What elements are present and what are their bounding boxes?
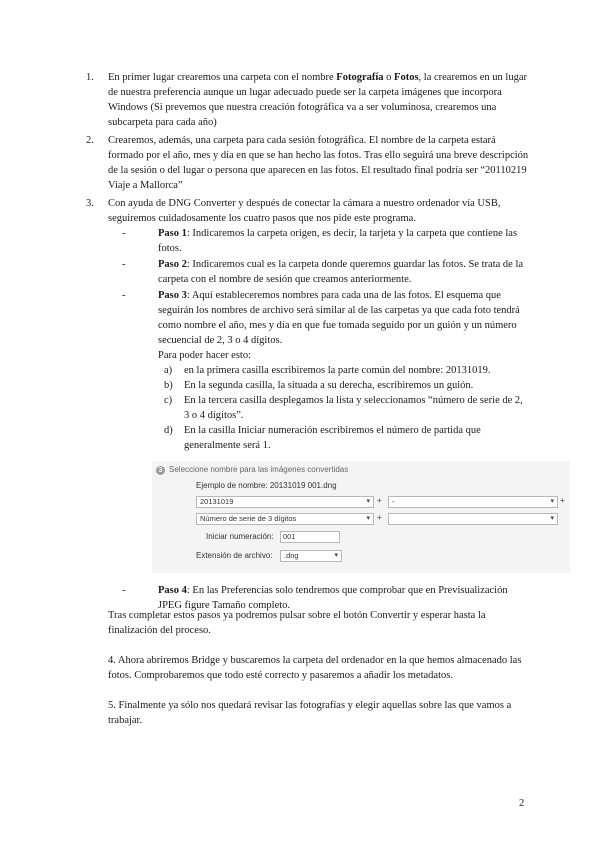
example-name: Ejemplo de nombre: 20131019 001.dng: [196, 481, 337, 490]
step-number-badge: 3: [156, 466, 165, 475]
start-numbering-input[interactable]: 001: [280, 531, 340, 543]
chevron-down-icon: ▾: [366, 515, 370, 522]
substep-b-text: En la segunda casilla, la situada a su derecha, escribiremos un guión.: [184, 380, 474, 391]
name-field-2[interactable]: [388, 496, 558, 508]
panel-header-text: Seleccione nombre para las imágenes convertidas: [169, 465, 349, 474]
substep-letter: b): [164, 380, 173, 391]
name-field-1-value: 20131019: [200, 497, 234, 506]
substep-b: [164, 378, 530, 393]
steps-list: [108, 226, 565, 613]
plus-separator: +: [377, 513, 382, 522]
step-1-title: Paso 1: [158, 228, 187, 239]
chevron-down-icon: ▾: [334, 552, 338, 559]
step-4-title: Paso 4: [158, 585, 187, 596]
dash-bullet: -: [122, 290, 126, 301]
item-2-text: Crearemos, además, una carpeta para cada sesión fotográfica. El nombre de la carpeta estará formado por el año, mes y día en que se han hecho las fotos. Tras ello seguirá una breve descripción de la sesión o del lugar o persona que aparecen en las fotos. El resultado final podría ser “20110219 Viaje a Mallorca”: [108, 135, 529, 191]
step-3: [122, 288, 565, 573]
file-extension-value: .dng: [284, 551, 299, 560]
name-field-1[interactable]: [196, 496, 374, 508]
list-number: 2.: [86, 135, 94, 146]
substeps-list: [158, 363, 530, 453]
substep-c-text: En la tercera casilla desplegamos la lista y seleccionamos “número de serie de 2, 3 o 4 dígitos”.: [184, 395, 523, 421]
howto-text: Para poder hacer esto:: [158, 350, 251, 361]
plus-separator: +: [560, 496, 565, 505]
after-steps-paragraph: Tras completar estos pasos ya podremos pulsar sobre el botón Convertir y esperar hasta la finalización del proceso.: [108, 610, 486, 636]
step-2: [122, 257, 530, 287]
list-item-3: [86, 196, 565, 613]
start-numbering-label: Iniciar numeración:: [206, 532, 274, 541]
substep-letter: d): [164, 425, 173, 436]
file-extension-select[interactable]: [280, 550, 342, 562]
list-number: 1.: [86, 72, 94, 83]
step-2-text: : Indicaremos cual es la carpeta donde queremos guardar las fotos. Se trata de la carpeta con el nombre de sesión que creamos anteriormente.: [158, 259, 524, 285]
panel-header: [156, 465, 348, 475]
substep-d: [164, 423, 530, 453]
substep-c: [164, 393, 530, 423]
chevron-down-icon: ▾: [550, 498, 554, 505]
list-number: 3.: [86, 198, 94, 209]
page-number: 2: [519, 798, 525, 809]
step-3-title: Paso 3: [158, 290, 187, 301]
dash-bullet: -: [122, 585, 126, 596]
step-4-text: : En las Preferencias solo tendremos que comprobar que en Previsualización JPEG figure Tamaño completo.: [158, 585, 508, 611]
chevron-down-icon: ▾: [366, 498, 370, 505]
step-3-text: : Aquí estableceremos nombres para cada una de las fotos. El esquema que seguirán los nombres de archivo será similar al de las carpetas ya que cada foto tendrá como nombre el año, mes y día en que fue tomada seguido por un guión y un número secuencial de 2, 3 o 4 dígitos.: [158, 290, 520, 346]
step-2-title: Paso 2: [158, 259, 187, 270]
item-1-bold: Fotografía: [336, 72, 384, 83]
dng-naming-panel-screenshot: [152, 461, 570, 573]
item-1-text-mid: o: [383, 72, 395, 83]
file-extension-label: Extensión de archivo:: [196, 551, 273, 560]
ordered-list: [86, 70, 565, 616]
paragraph-5: 5. Finalmente ya sólo nos quedará revisar las fotografías y elegir aquellas sobre las que vamos a trabajar.: [108, 700, 512, 726]
name-field-4[interactable]: [388, 513, 558, 525]
item-1-bold-2: Fotos: [394, 72, 419, 83]
paragraph-4: 4. Ahora abriremos Bridge y buscaremos la carpeta del ordenador en la que hemos almacenado las fotos. Comprobaremos que todo esté correcto y pasaremos a añadir los metadatos.: [108, 655, 522, 681]
substep-letter: a): [164, 365, 173, 376]
list-item-1: [86, 70, 530, 130]
chevron-down-icon: ▾: [550, 515, 554, 522]
substep-d-text: En la casilla Iniciar numeración escribiremos el número de partida que generalmente será 1.: [184, 425, 481, 451]
step-1-text: : Indicaremos la carpeta origen, es decir, la tarjeta y la carpeta que contiene las fotos.: [158, 228, 518, 254]
list-item-2: [86, 133, 530, 193]
name-field-3-value: Número de serie de 3 dígitos: [200, 514, 297, 523]
item-1-text-post: , la crearemos en un lugar de nuestra preferencia aunque un lugar adecuado puede ser la carpeta imágenes que incorpora Windows (Si prevemos que nuestra creación fotográfica va a ser voluminosa, crearemos una subcarpeta para cada año): [108, 72, 527, 128]
plus-separator: +: [377, 496, 382, 505]
item-1-text-pre: En primer lugar crearemos una carpeta con el nombre: [108, 72, 337, 83]
step-1: [122, 226, 530, 256]
substep-letter: c): [164, 395, 173, 406]
substep-a: [164, 363, 530, 378]
name-field-2-value: -: [392, 497, 395, 506]
dash-bullet: -: [122, 228, 126, 239]
item-3-text: Con ayuda de DNG Converter y después de conectar la cámara a nuestro ordenador vía USB, seguiremos cuidadosamente los cuatro pasos que nos pide este programa.: [108, 198, 501, 224]
name-field-3[interactable]: [196, 513, 374, 525]
dash-bullet: -: [122, 259, 126, 270]
substep-a-text: en la primera casilla escribiremos la parte común del nombre: 20131019.: [184, 365, 491, 376]
